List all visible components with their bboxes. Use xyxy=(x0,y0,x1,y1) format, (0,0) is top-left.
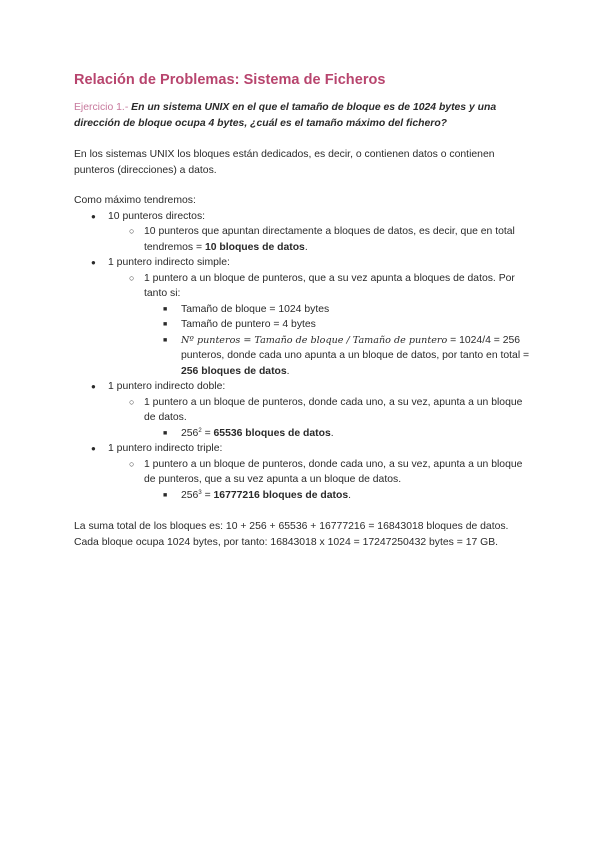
bullet-square-icon: ■ xyxy=(163,336,168,344)
simple-text: 1 puntero a un bloque de punteros, que a su vez apunta a bloques de datos. Por tanto si: xyxy=(144,272,515,299)
list-item-formula xyxy=(74,333,534,380)
list-item-simple xyxy=(74,255,534,271)
list-item-double-detail xyxy=(74,395,534,426)
pointer-formula: Nº punteros = Tamaño de bloque / Tamaño de puntero xyxy=(181,334,448,346)
triple-eq: = xyxy=(201,489,214,501)
bullet-circle-icon: ○ xyxy=(129,458,135,469)
intro-paragraph: En los sistemas UNIX los bloques están dedicados, es decir, o contienen datos o contienen punteros (direcciones) a datos. xyxy=(74,149,495,176)
exercise-statement xyxy=(74,100,534,132)
list-item-triple-detail xyxy=(74,457,534,488)
direct-text: 10 punteros que apuntan directamente a bloques de datos, es decir, que en total tendremos = xyxy=(144,226,515,253)
double-eq: = xyxy=(201,427,214,439)
direct-result: 10 bloques de datos xyxy=(204,241,305,253)
max-label: Como máximo tendremos: xyxy=(74,195,196,206)
triple-text: 1 puntero a un bloque de punteros, donde cada uno, a su vez, apunta a un bloque de punteros, que a su vez apunta a un bloque de datos. xyxy=(144,458,523,485)
direct-end: . xyxy=(304,241,308,253)
exercise-question: En un sistema UNIX en el que el tamaño de bloque es de 1024 bytes y una dirección de bloque ocupa 4 bytes, ¿cuál es el tamaño máximo del fichero? xyxy=(74,102,497,129)
bullet-disc-icon: ● xyxy=(91,444,96,453)
list-item-triple-result xyxy=(74,488,534,504)
double-exponent: 2 xyxy=(198,427,202,434)
simple-result: 256 bloques de datos xyxy=(181,365,287,377)
triple-exponent: 3 xyxy=(198,489,202,496)
bullet-circle-icon: ○ xyxy=(129,396,135,407)
pointer-size-text: Tamaño de puntero = 4 bytes xyxy=(181,319,316,330)
bullet-square-icon: ■ xyxy=(163,305,168,313)
triple-result: 16777216 bloques de datos xyxy=(213,489,349,501)
list-item-pointer-size xyxy=(74,317,534,333)
bullet-square-icon: ■ xyxy=(163,491,168,499)
triple-base: 256 xyxy=(181,489,199,501)
summary-line-bytes: Cada bloque ocupa 1024 bytes, por tanto: 16843018 x 1024 = 17247250432 bytes = 17 GB. xyxy=(74,536,499,548)
list-item-double xyxy=(74,379,534,395)
list-item-block-size xyxy=(74,302,534,318)
bullet-circle-icon: ○ xyxy=(129,226,135,236)
triple-end: . xyxy=(348,489,351,501)
bullet-square-icon: ■ xyxy=(163,321,168,328)
triple-title: 1 puntero indirecto triple: xyxy=(108,443,223,454)
summary-line-total: La suma total de los bloques es: 10 + 256 + 65536 + 16777216 = 16843018 bloques de datos. xyxy=(74,521,509,532)
direct-title: 10 punteros directos: xyxy=(108,210,206,222)
simple-title: 1 puntero indirecto simple: xyxy=(108,257,230,268)
exercise-label: Ejercicio 1.- xyxy=(74,102,129,113)
bullet-disc-icon: ● xyxy=(91,382,96,391)
simple-end: . xyxy=(286,365,290,377)
bullet-square-icon: ■ xyxy=(163,429,168,437)
bullet-disc-icon: ● xyxy=(91,211,96,221)
list-item-direct xyxy=(74,209,534,225)
double-base: 256 xyxy=(181,427,199,439)
double-text: 1 puntero a un bloque de punteros, donde cada uno, a su vez, apunta a un bloque de datos. xyxy=(144,396,523,423)
list-item-simple-detail xyxy=(74,271,534,302)
bullet-disc-icon: ● xyxy=(91,258,96,267)
double-end: . xyxy=(330,427,334,439)
formula-rest: = 1024/4 = 256 punteros, donde cada uno apunta a un bloque de datos, por tanto en total = xyxy=(181,334,530,361)
list-item-direct-detail xyxy=(74,224,534,255)
document-page xyxy=(74,70,534,550)
double-result: 65536 bloques de datos xyxy=(213,427,331,439)
document-title: Relación de Problemas: Sistema de Ficheros xyxy=(74,72,386,88)
block-size-text: Tamaño de bloque = 1024 bytes xyxy=(181,303,330,315)
list-item-double-result xyxy=(74,426,534,442)
list-item-triple xyxy=(74,441,534,457)
double-title: 1 puntero indirecto doble: xyxy=(108,381,226,392)
bullet-circle-icon: ○ xyxy=(129,272,135,283)
